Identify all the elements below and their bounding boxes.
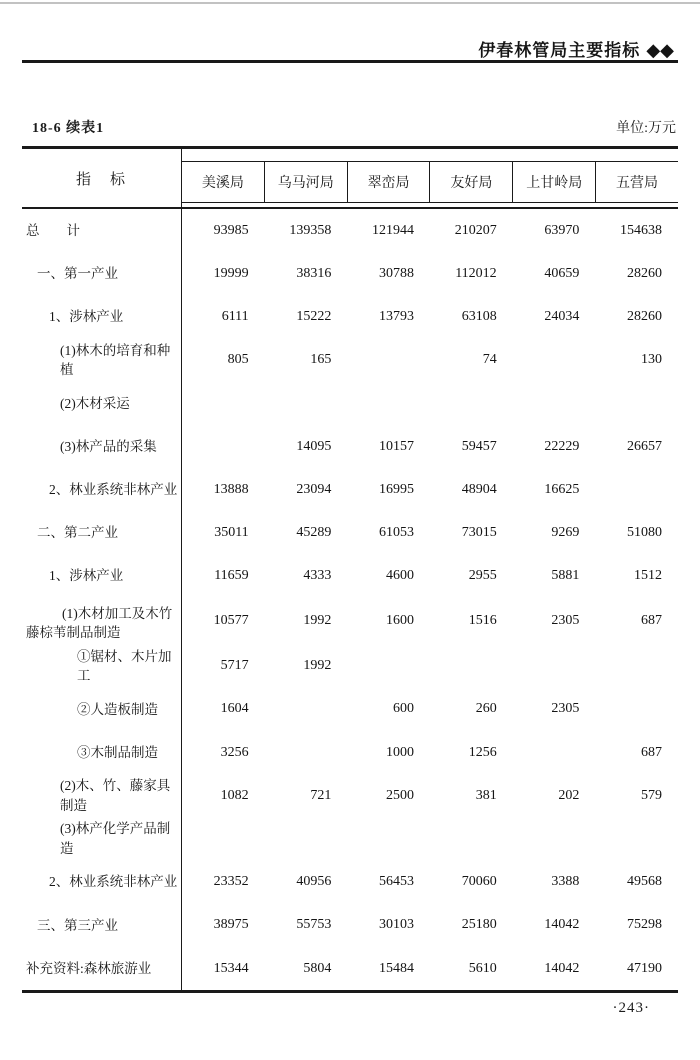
table-row [22,511,678,554]
table-cell: 5610 [468,960,497,976]
table-cell: 6111 [221,308,249,324]
table-row [22,295,678,338]
table-cell: 74 [482,352,497,368]
table-cell: 45289 [296,524,332,540]
table-header [22,149,678,209]
table-cell: 1256 [468,744,497,760]
row-label: ①锯材、木片加工 [22,645,182,688]
table-cell: 59457 [461,438,497,454]
table-cell [265,688,348,731]
row-label: ②人造板制造 [22,688,182,731]
row-label: 三、第三产业 [22,904,182,947]
row-label: 1、涉林产业 [22,295,182,338]
table-cell: 10157 [379,438,415,454]
table-row [22,339,678,382]
table-row [22,382,678,425]
table-cell [265,382,348,425]
table-cell: 260 [475,701,497,717]
table-cell: 24034 [544,308,580,324]
table-cell: 47190 [627,960,663,976]
table-cell: 1992 [303,658,332,674]
table-cell: 2500 [386,787,415,803]
table-cell: 210207 [454,222,497,238]
table-cell: 202 [558,787,580,803]
table-cell: 16625 [544,481,580,497]
table-cell: 55753 [296,917,332,933]
table-cell [513,382,596,425]
table-cell: 579 [641,787,663,803]
table-cell [595,645,678,688]
table-cell: 1992 [303,613,332,629]
table-cell: 721 [310,787,332,803]
table-cell: 600 [393,701,415,717]
table-row [22,731,678,774]
table-cell: 5717 [220,658,249,674]
table-cell: 16995 [379,481,415,497]
table-cell: 15344 [213,960,249,976]
table-row [22,468,678,511]
table-cell: 26657 [627,438,663,454]
table-cell: 1000 [386,744,415,760]
table-cell [595,688,678,731]
table-cell [347,817,430,860]
table-cell: 2305 [551,613,580,629]
table-row [22,209,678,252]
table-cell: 75298 [627,917,663,933]
table-cell: 56453 [379,874,415,890]
table-cell [430,817,513,860]
column-header: 美溪局 [182,161,264,203]
row-label: (3)林产化学产品制造 [22,817,182,860]
table-cell [430,645,513,688]
table-cell [513,817,596,860]
table-body [22,209,678,990]
table-row [22,688,678,731]
column-headers [182,149,678,207]
table-cell [595,382,678,425]
table-cell: 130 [641,352,663,368]
table-cell: 73015 [461,524,497,540]
table-cell: 93985 [213,222,249,238]
table-cell: 38316 [296,265,332,281]
row-label: 总 计 [22,209,182,252]
table-row [22,645,678,688]
column-header: 友好局 [429,161,512,203]
table-cell: 165 [310,352,332,368]
table-cell [182,425,265,468]
row-label: 补充资料:森林旅游业 [22,947,182,990]
table-cell: 121944 [372,222,415,238]
table-row [22,817,678,860]
table-row [22,555,678,598]
table-cell: 14042 [544,917,580,933]
table-cell: 687 [641,613,663,629]
table-cell: 687 [641,744,663,760]
table-cell: 1604 [220,701,249,717]
table-row [22,425,678,468]
table-cell: 381 [475,787,497,803]
row-label: 2、林业系统非林产业 [22,468,182,511]
running-header [478,36,674,61]
table-cell [595,817,678,860]
row-label: (1)木材加工及木竹 藤棕苇制品制造 [22,598,182,645]
table-cell: 28260 [627,308,663,324]
row-label: (1)林木的培育和种植 [22,339,182,382]
table-cell [182,817,265,860]
table-cell: 23352 [213,874,249,890]
table-row [22,252,678,295]
table-cell: 40956 [296,874,332,890]
table-cell: 28260 [627,265,663,281]
table-row [22,947,678,990]
column-header: 五营局 [595,161,678,203]
table-cell: 11659 [214,568,249,584]
row-label: (2)木、竹、藤家具制造 [22,774,182,817]
diamond-marks-icon: ◆◆ [646,40,674,60]
table-cell: 15484 [379,960,415,976]
table-cell: 14095 [296,438,332,454]
table-cell [513,645,596,688]
indicator-header-cell: 指 标 [22,149,182,207]
table-cell [347,339,430,382]
table-cell: 14042 [544,960,580,976]
page-number: ·243· [612,1000,650,1016]
table-cell: 30788 [379,265,415,281]
table-cell: 63970 [544,222,580,238]
table-cell: 2955 [468,568,497,584]
row-label: 1、涉林产业 [22,555,182,598]
row-label: (2)木材采运 [22,382,182,425]
table-cell: 1516 [468,613,497,629]
table-cell: 61053 [379,524,415,540]
table-caption-row [32,117,676,137]
table-cell: 3388 [551,874,580,890]
column-header: 上甘岭局 [512,161,595,203]
table-cell: 70060 [461,874,497,890]
table-cell [265,731,348,774]
table-cell: 19999 [213,265,249,281]
table-cell [513,731,596,774]
table-cell: 112012 [455,265,497,281]
table-row [22,904,678,947]
row-label: (3)林产品的采集 [22,425,182,468]
table-cell: 63108 [461,308,497,324]
table-cell: 2305 [551,701,580,717]
table-caption: 18-6 续表1 [32,121,105,136]
table-cell [595,468,678,511]
table-cell: 154638 [620,222,663,238]
table-cell: 30103 [379,917,415,933]
table-cell [347,382,430,425]
running-header-title: 伊春林管局主要指标 [478,41,641,60]
table-cell: 9269 [551,524,580,540]
table-cell: 139358 [289,222,332,238]
table-cell: 4333 [303,568,332,584]
table-cell: 5804 [303,960,332,976]
table-cell: 1600 [386,613,415,629]
table-cell: 15222 [296,308,332,324]
table-cell: 51080 [627,524,663,540]
table-cell: 38975 [213,917,249,933]
table-cell: 1082 [220,787,249,803]
table-cell [430,382,513,425]
table-row [22,774,678,817]
header-rule [22,60,678,63]
scan-edge-artifact [0,2,700,4]
table-cell: 805 [227,352,249,368]
column-header: 乌马河局 [264,161,347,203]
table-cell: 22229 [544,438,580,454]
table-cell: 13888 [213,481,249,497]
table-row [22,861,678,904]
table-cell [347,645,430,688]
table-cell: 13793 [379,308,415,324]
table-cell: 40659 [544,265,580,281]
table-cell: 3256 [220,744,249,760]
table-cell [182,382,265,425]
table-cell: 23094 [296,481,332,497]
table-cell: 5881 [551,568,580,584]
row-label: 二、第二产业 [22,511,182,554]
row-label: 2、林业系统非林产业 [22,861,182,904]
column-header: 翠峦局 [347,161,430,203]
row-label: 一、第一产业 [22,252,182,295]
statistics-table [22,146,678,993]
row-label: ③木制品制造 [22,731,182,774]
table-cell: 48904 [461,481,497,497]
table-cell: 35011 [214,524,249,540]
table-cell: 49568 [627,874,663,890]
unit-label: 单位:万元 [616,121,676,136]
table-row [22,598,678,645]
table-cell: 4600 [386,568,415,584]
table-cell: 25180 [461,917,497,933]
table-cell [265,817,348,860]
table-cell: 10577 [213,613,249,629]
table-cell [513,339,596,382]
table-cell: 1512 [634,568,663,584]
